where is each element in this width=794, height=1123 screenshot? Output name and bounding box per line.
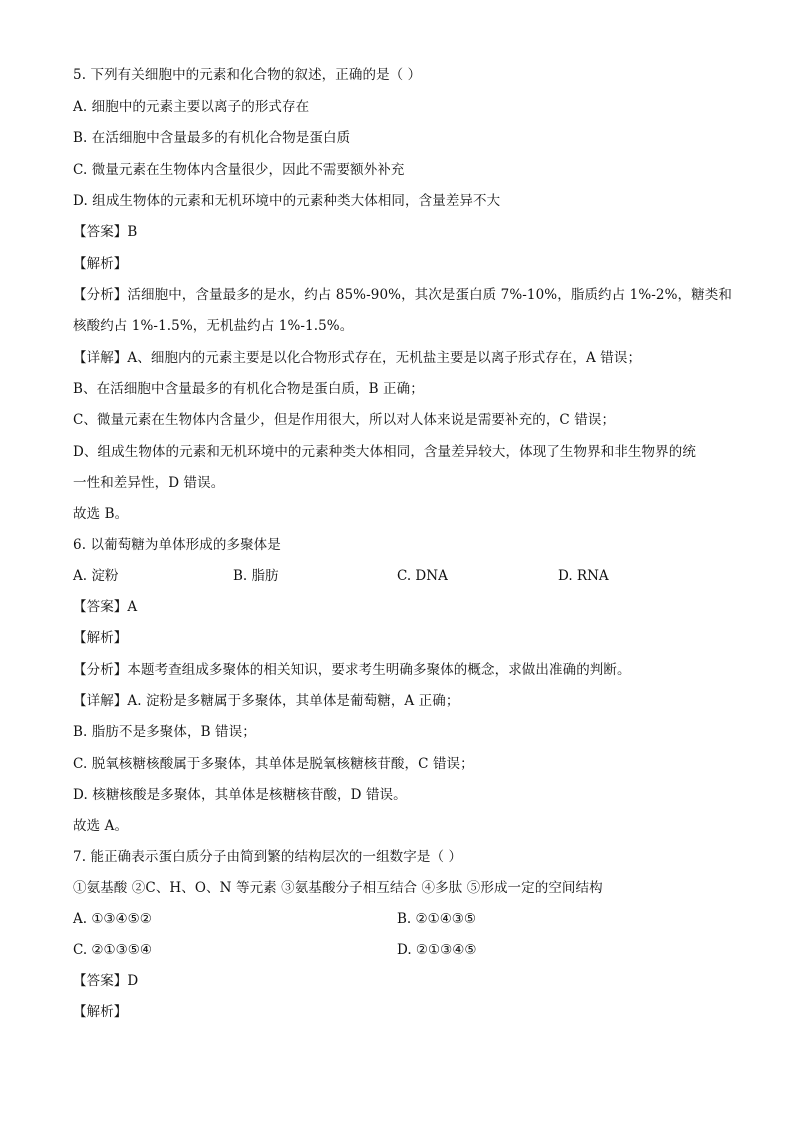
question-6-xiangjie-line-4: D. 核糖核酸是多聚体，其单体是核糖核苷酸，D 错误。 — [73, 787, 407, 803]
question-6-xiangjie-line-3: C. 脱氧核糖核酸属于多聚体，其单体是脱氧核糖核苷酸，C 错误； — [73, 756, 474, 772]
question-7-option-a: A. ①③④⑤② — [73, 911, 152, 927]
question-5-answer: 【答案】B — [73, 224, 138, 240]
question-5-conclusion: 故选 B。 — [73, 506, 129, 522]
question-6-option-b: B. 脂肪 — [233, 568, 279, 584]
question-5-stem: 5. 下列有关细胞中的元素和化合物的叙述，正确的是（ ） — [73, 67, 422, 83]
question-5-fenxi-line-1: 【分析】活细胞中，含量最多的是水，约占 85%-90%，其次是蛋白质 7%-10%，脂质约占 1%-2%，糖类和 — [73, 287, 732, 303]
question-5-option-c: C. 微量元素在生物体内含量很少，因此不需要额外补充 — [73, 162, 405, 178]
question-7-items: ①氨基酸 ②C、H、O、N 等元素 ③氨基酸分子相互结合 ④多肽 ⑤形成一定的空间结构 — [73, 880, 603, 896]
question-5-xiangjie-line-3: C、微量元素在生物体内含量少，但是作用很大，所以对人体来说是需要补充的，C 错误； — [73, 412, 616, 428]
question-6-answer: 【答案】A — [73, 599, 138, 615]
question-5-xiangjie-line-5: 一性和差异性，D 错误。 — [73, 475, 225, 491]
question-7-stem: 7. 能正确表示蛋白质分子由简到繁的结构层次的一组数字是（ ） — [73, 849, 463, 865]
question-6-option-d: D. RNA — [558, 568, 609, 584]
question-6-fenxi: 【分析】本题考查组成多聚体的相关知识，要求考生明确多聚体的概念，求做出准确的判断。 — [73, 662, 631, 678]
question-7-option-c: C. ②①③⑤④ — [73, 942, 152, 958]
question-5-fenxi-line-2: 核酸约占 1%-1.5%，无机盐约占 1%-1.5%。 — [73, 318, 354, 334]
question-6-xiangjie-line-2: B. 脂肪不是多聚体，B 错误； — [73, 724, 256, 740]
question-5-option-a: A. 细胞中的元素主要以离子的形式存在 — [73, 99, 310, 115]
question-6-analysis-title: 【解析】 — [73, 630, 128, 646]
question-5-option-d: D. 组成生物体的元素和无机环境中的元素种类大体相同，含量差异不大 — [73, 193, 501, 209]
question-5-option-b: B. 在活细胞中含量最多的有机化合物是蛋白质 — [73, 130, 351, 146]
question-5-xiangjie-line-1: 【详解】A、细胞内的元素主要是以化合物形式存在，无机盐主要是以离子形式存在，A 错误； — [73, 350, 642, 366]
question-5-analysis-title: 【解析】 — [73, 256, 128, 272]
question-5-xiangjie-line-4: D、组成生物体的元素和无机环境中的元素种类大体相同，含量差异较大，体现了生物界和非生物界的统 — [73, 444, 696, 460]
question-7-answer: 【答案】D — [73, 973, 139, 989]
question-7-analysis-title: 【解析】 — [73, 1004, 128, 1020]
question-7-option-d: D. ②①③④⑤ — [397, 942, 477, 958]
question-7-option-b: B. ②①④③⑤ — [397, 911, 477, 927]
question-5-xiangjie-line-2: B、在活细胞中含量最多的有机化合物是蛋白质，B 正确； — [73, 381, 424, 397]
question-6-option-a: A. 淀粉 — [73, 568, 119, 584]
question-6-stem: 6. 以葡萄糖为单体形成的多聚体是 — [73, 537, 281, 553]
question-6-conclusion: 故选 A。 — [73, 818, 129, 834]
question-6-option-c: C. DNA — [397, 568, 448, 584]
question-6-xiangjie-line-1: 【详解】A. 淀粉是多糖属于多聚体，其单体是葡萄糖，A 正确； — [73, 693, 460, 709]
